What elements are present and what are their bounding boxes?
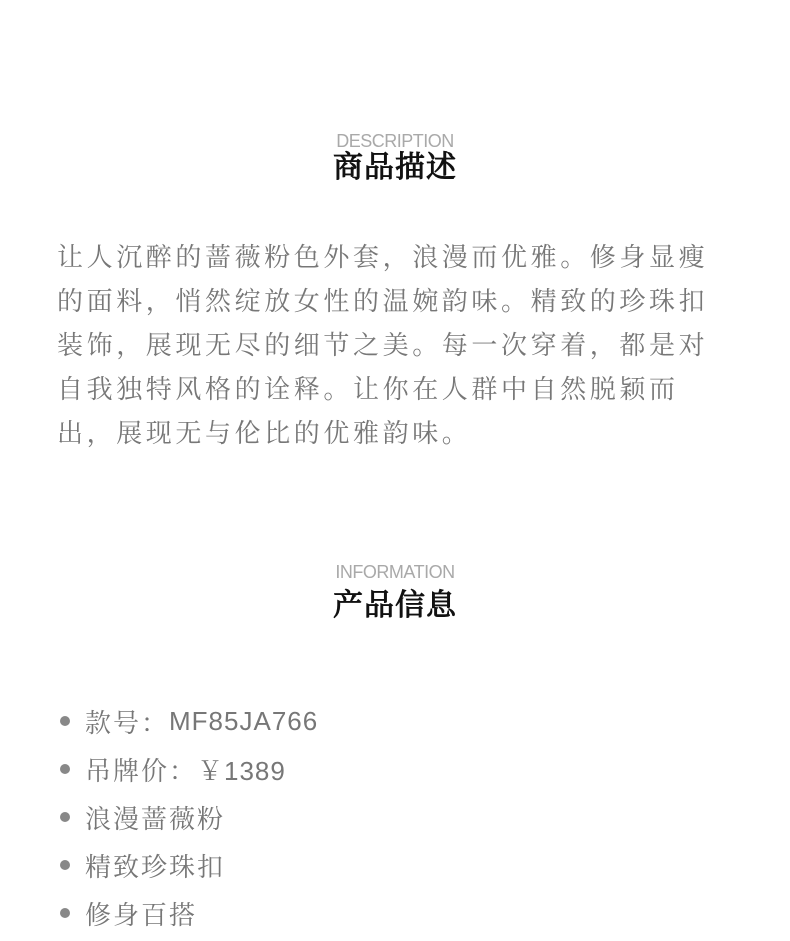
info-item-label: 精致珍珠扣 [85,852,226,883]
info-item-fit [60,889,318,937]
product-info-list [60,697,318,937]
info-item-label: 修身百搭 [85,900,198,931]
bullet-icon [60,908,70,918]
description-heading-en: DESCRIPTION [336,131,454,151]
information-heading-en: INFORMATION [335,562,455,582]
info-item-value: ￥1389 [197,755,286,786]
info-item-buttons [60,841,318,889]
info-item-label: 款号： [85,708,170,739]
description-text: 让人沉醉的蔷薇粉色外套，浪漫而优雅。修身显瘦的面料，悄然绽放女性的温婉韵味。精致的珍珠扣装饰，展现无尽的细节之美。每一次穿着，都是对自我独特风格的诠释。让你在人群中自然脱颖而出，展现无与伦比的优雅韵味。 [57,243,709,449]
description-heading: 商品描述 [333,150,457,185]
info-item-label: 浪漫蔷薇粉 [85,804,226,835]
bullet-icon [60,764,70,774]
bullet-icon [60,716,70,726]
info-item-tag-price [60,745,318,793]
information-heading: 产品信息 [333,588,457,623]
bullet-icon [60,812,70,822]
info-item-color [60,793,318,841]
bullet-icon [60,860,70,870]
info-item-style-number [60,697,318,745]
info-item-value: MF85JA766 [169,705,319,736]
info-item-label: 吊牌价： [85,756,198,787]
